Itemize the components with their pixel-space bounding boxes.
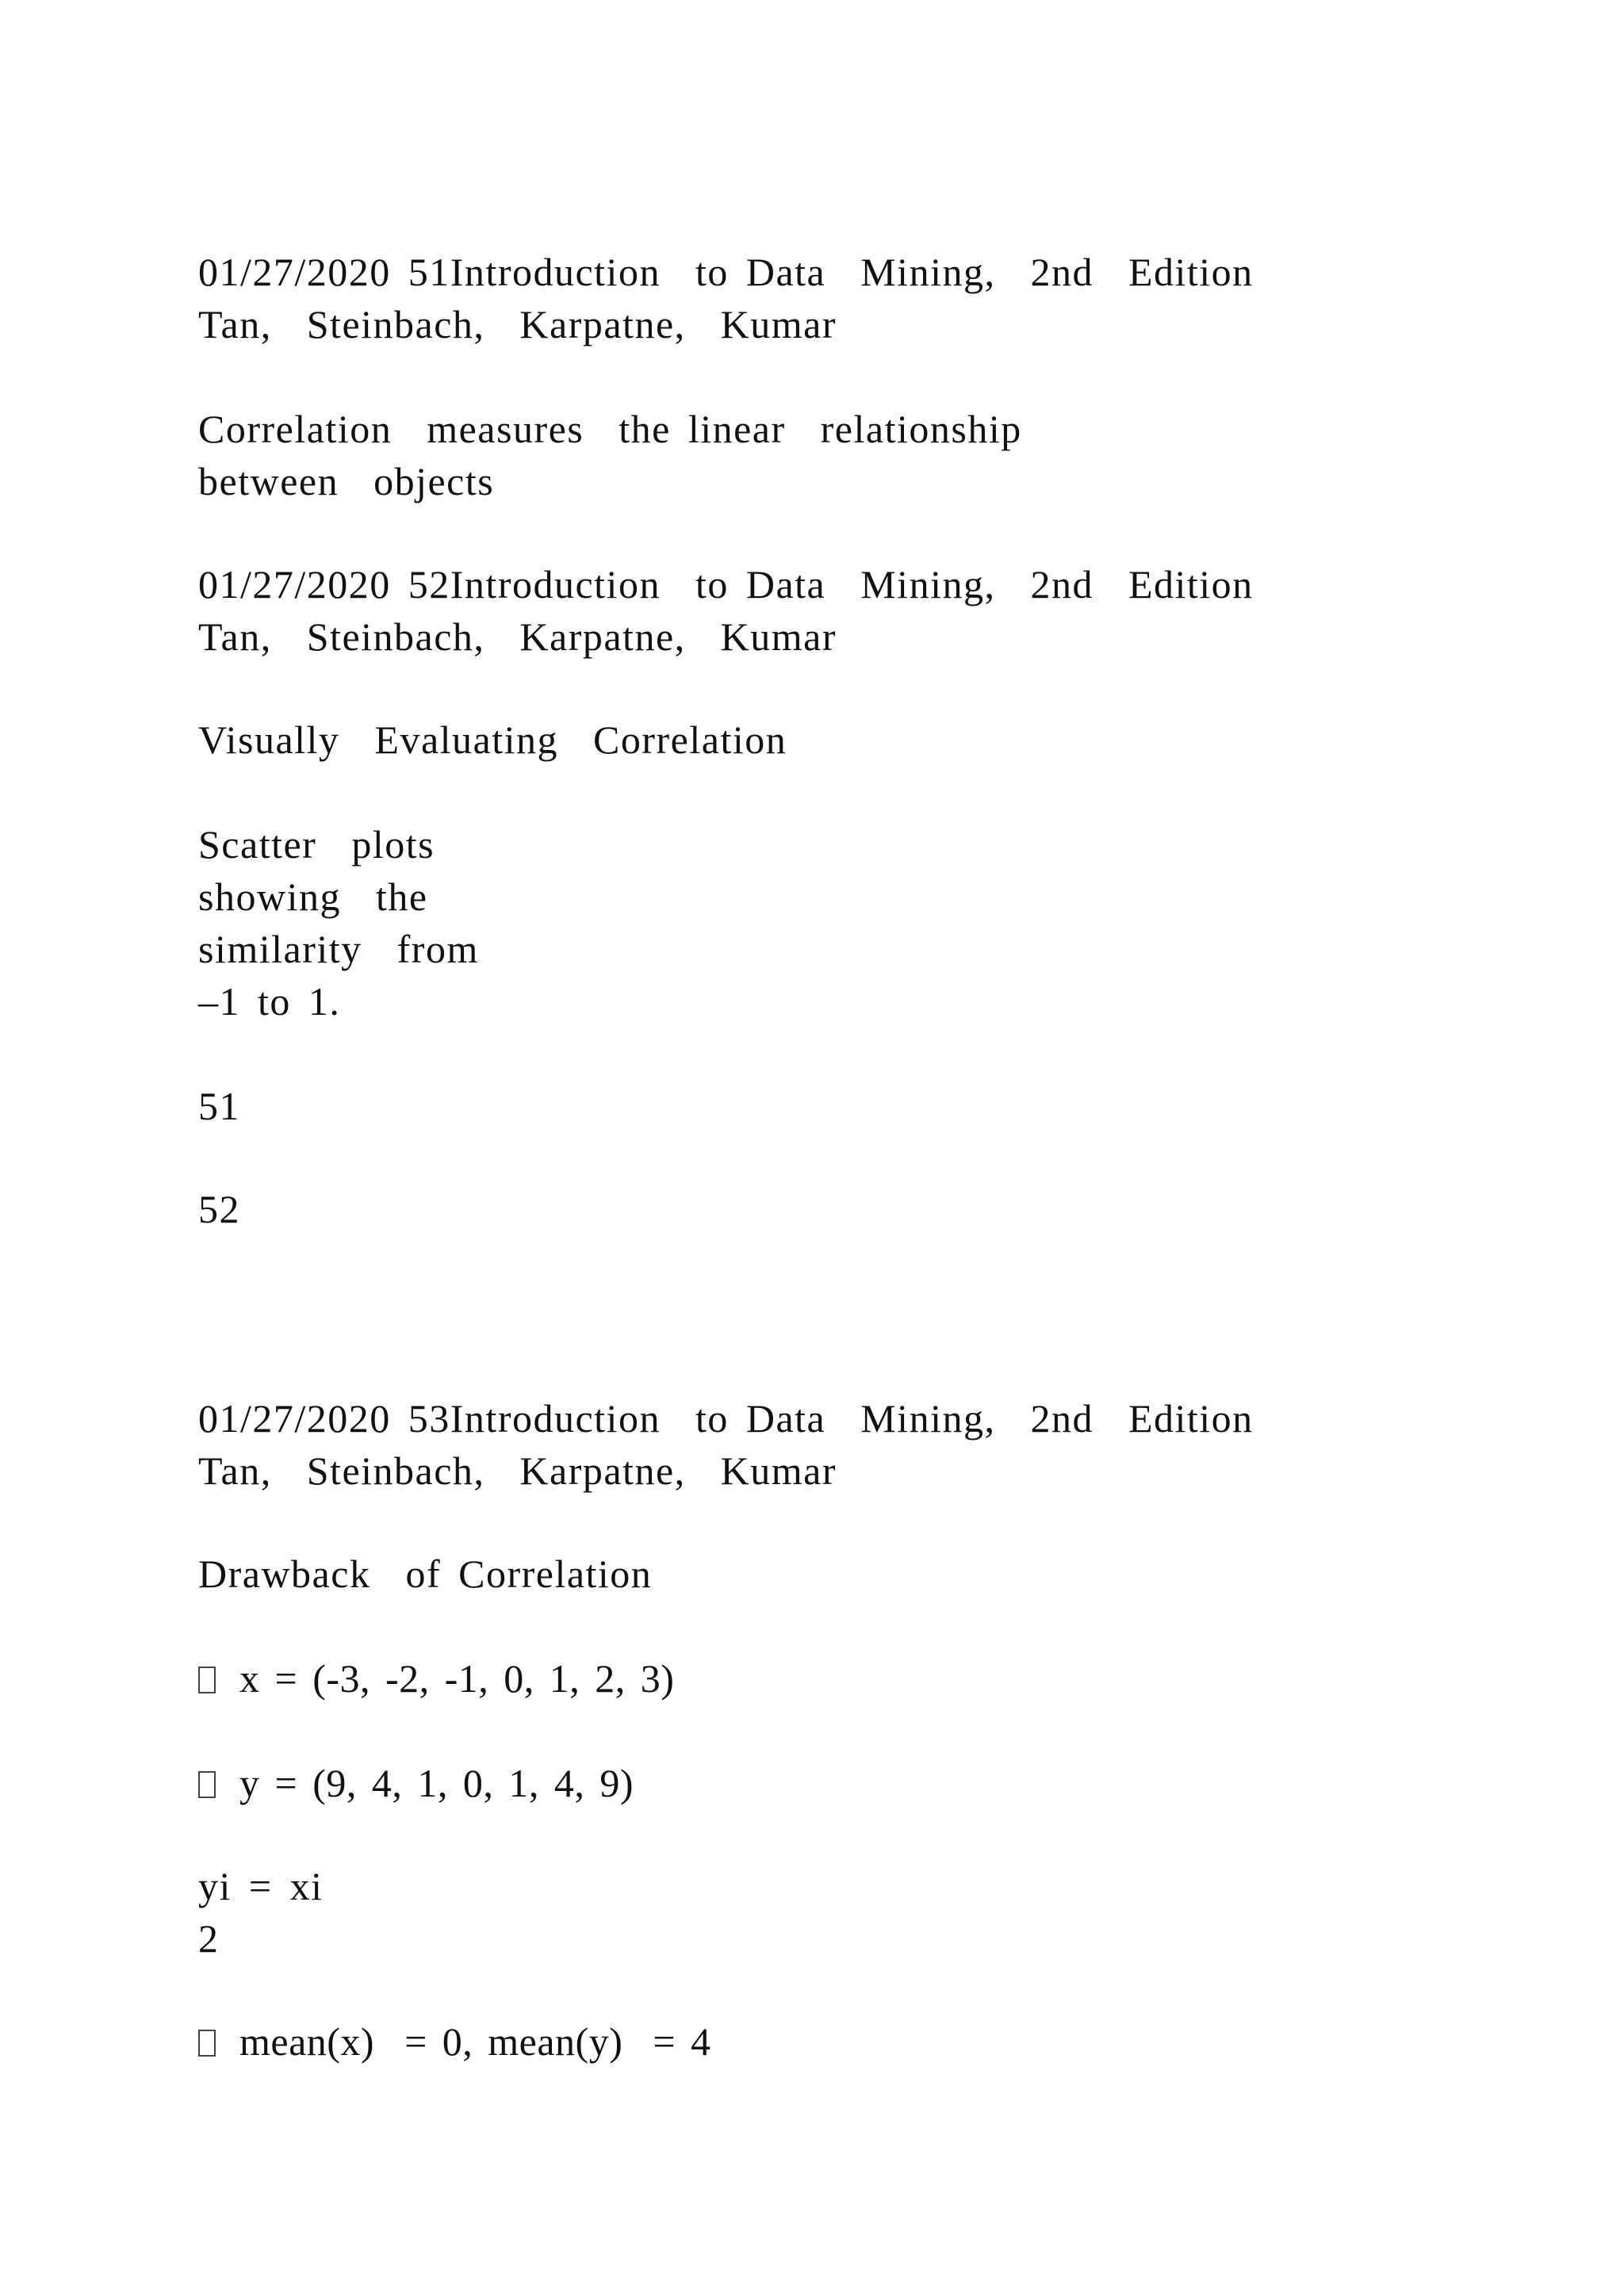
missing-glyph-icon xyxy=(198,1771,216,1798)
bullet-y-text: y = (9, 4, 1, 0, 1, 4, 9) xyxy=(239,1761,634,1805)
slide-51-header-line2: Tan, Steinbach, Karpatne, Kumar xyxy=(198,302,837,346)
slide-51-title-line1: Correlation measures the linear relationship xyxy=(198,407,1022,451)
slide-52-caption-line1: Scatter plots xyxy=(198,822,435,867)
formula-line2: 2 xyxy=(198,1916,220,1961)
bullet-x-text: x = (-3, -2, -1, 0, 1, 2, 3) xyxy=(239,1656,675,1701)
slide-53-header-line1: 01/27/2020 53Introduction to Data Mining, 2nd Edition xyxy=(198,1396,1254,1441)
bullet-mean-values xyxy=(198,2015,711,2068)
slide-52-caption-line4: –1 to 1. xyxy=(198,979,341,1024)
missing-glyph-icon xyxy=(198,1667,216,1693)
missing-glyph-icon xyxy=(198,2030,216,2057)
bullet-y-values xyxy=(198,1757,634,1809)
bullet-mean-text: mean(x) = 0, mean(y) = 4 xyxy=(239,2019,711,2064)
formula-line1: yi = xi xyxy=(198,1864,324,1908)
slide-52-header-line2: Tan, Steinbach, Karpatne, Kumar xyxy=(198,614,837,659)
slide-52-title: Visually Evaluating Correlation xyxy=(198,718,787,762)
slide-52-caption-line2: showing the xyxy=(198,874,428,919)
page-number-51: 51 xyxy=(198,1084,240,1128)
slide-53-title: Drawback of Correlation xyxy=(198,1552,653,1596)
slide-51-header-line1: 01/27/2020 51Introduction to Data Mining, 2nd Edition xyxy=(198,250,1254,294)
slide-52-caption-line3: similarity from xyxy=(198,927,479,971)
slide-51-title-line2: between objects xyxy=(198,459,495,503)
slide-53-header-line2: Tan, Steinbach, Karpatne, Kumar xyxy=(198,1448,837,1493)
page-number-52: 52 xyxy=(198,1187,240,1231)
slide-52-header-line1: 01/27/2020 52Introduction to Data Mining, 2nd Edition xyxy=(198,562,1254,607)
bullet-x-values xyxy=(198,1652,674,1705)
